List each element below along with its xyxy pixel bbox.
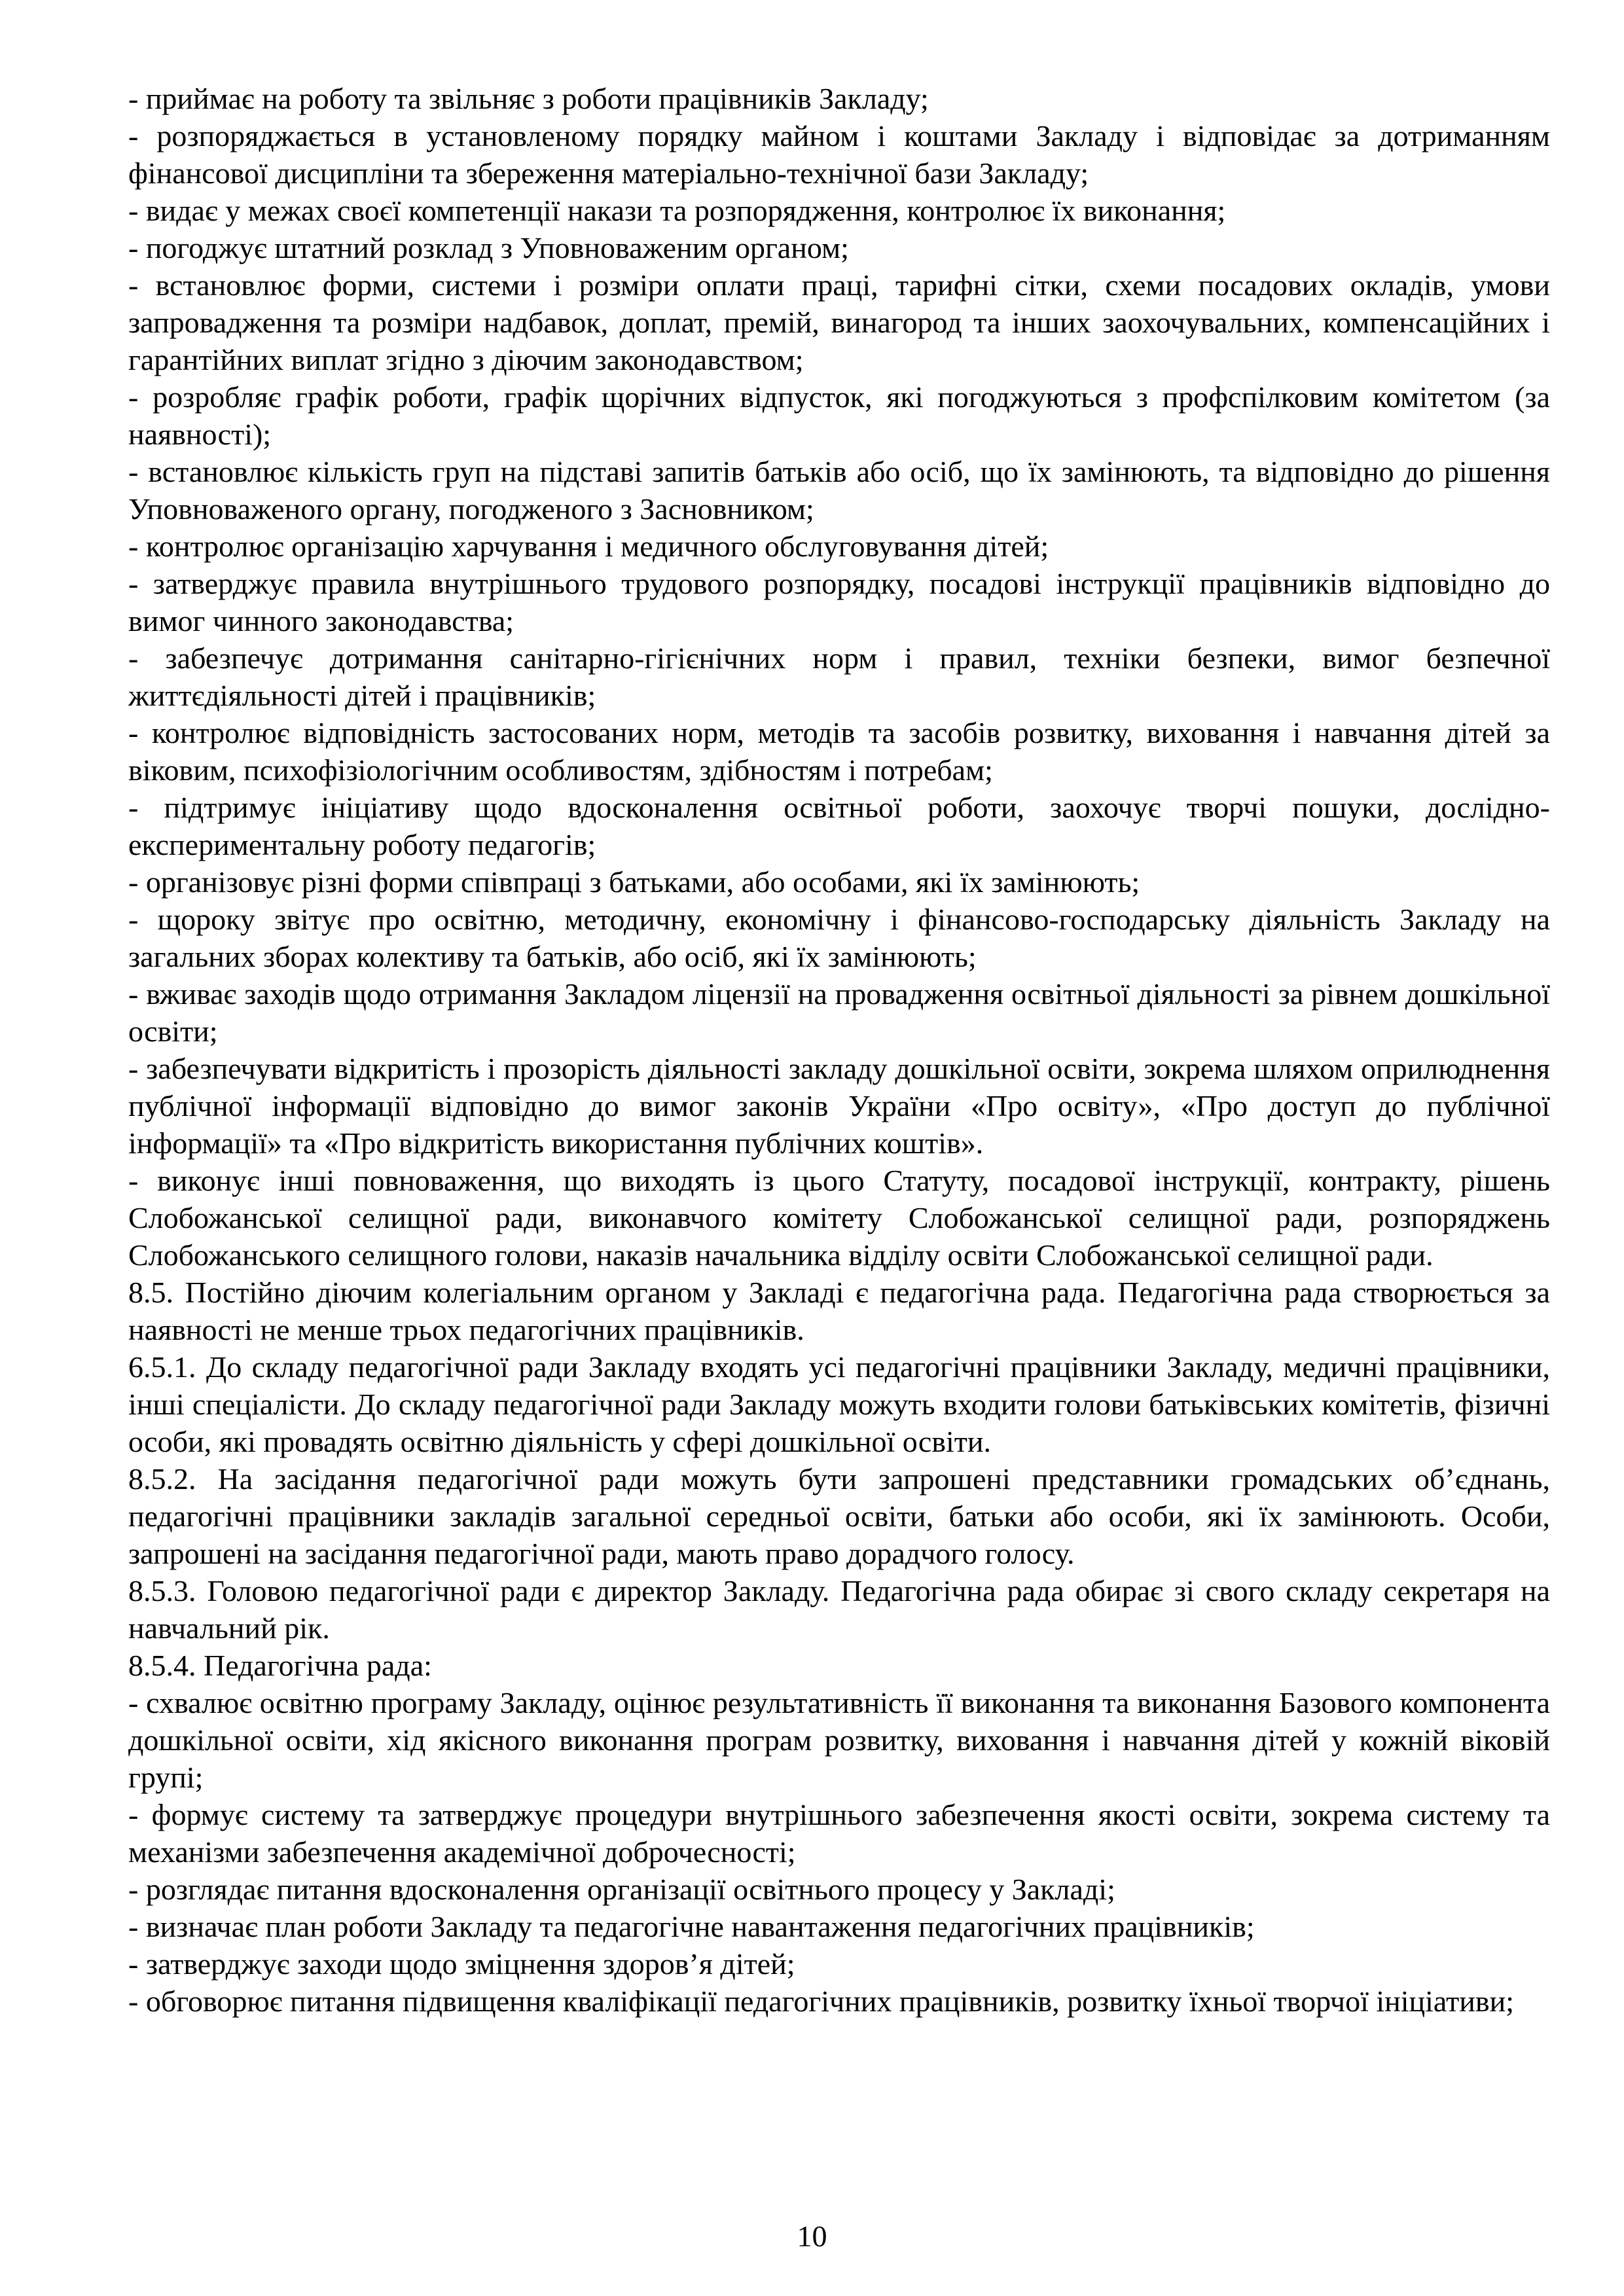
paragraph: - визначає план роботи Закладу та педагогічне навантаження педагогічних працівників; [128, 1910, 1255, 1943]
paragraph: - затверджує заходи щодо зміцнення здоров’я дітей; [128, 1947, 795, 1981]
paragraph: - контролює організацію харчування і медичного обслуговування дітей; [128, 529, 1049, 563]
paragraph: 8.5. Постійно діючим колегіальним органом у Закладі є педагогічна рада. Педагогічна рада створюється за наявності не менше трьох педагогічних працівників. [128, 1276, 1550, 1346]
paragraph: - формує систему та затверджує процедури внутрішнього забезпечення якості освіти, зокрема систему та механізми забезпечення академічної доброчесності; [128, 1798, 1550, 1869]
paragraph: - розпоряджається в установленому порядку майном і коштами Закладу і відповідає за дотриманням фінансової дисципліни та збереження матеріально-технічної бази Закладу; [128, 119, 1550, 190]
paragraph: - розробляє графік роботи, графік щорічних відпусток, які погоджуються з профспілковим комітетом (за наявності); [128, 380, 1550, 451]
paragraph: 6.5.1. До складу педагогічної ради Закладу входять усі педагогічні працівники Закладу, медичні працівники, інші спеціалісти. До складу педагогічної ради Закладу можуть входити голови батьківських комітетів, фізичні особи, які провадять освітню діяльність у сфері дошкільної освіти. [128, 1350, 1550, 1458]
paragraph: - організовує різні форми співпраці з батьками, або особами, які їх замінюють; [128, 865, 1140, 899]
paragraph: - обговорює питання підвищення кваліфікації педагогічних працівників, розвитку їхньої творчої ініціативи; [128, 1984, 1514, 2018]
document-body [128, 80, 1550, 2020]
paragraph: - погоджує штатний розклад з Уповноваженим органом; [128, 231, 849, 264]
paragraph: - видає у межах своєї компетенції накази та розпорядження, контролює їх виконання; [128, 194, 1226, 227]
paragraph: 8.5.3. Головою педагогічної ради є директор Закладу. Педагогічна рада обирає зі свого складу секретаря на навчальний рік. [128, 1574, 1550, 1645]
paragraph: - контролює відповідність застосованих норм, методів та засобів розвитку, виховання і навчання дітей за віковим, психофізіологічним особливостям, здібностям і потребам; [128, 716, 1550, 787]
paragraph: - приймає на роботу та звільняє з роботи працівників Закладу; [128, 82, 929, 115]
paragraph: - щороку звітує про освітню, методичну, економічну і фінансово-господарську діяльність Закладу на загальних зборах колективу та батьків, або осіб, які їх замінюють; [128, 903, 1550, 973]
paragraph: - забезпечувати відкритість і прозорість діяльності закладу дошкільної освіти, зокрема шляхом оприлюднення публічної інформації відповідно до вимог законів України «Про освіту», «Про доступ до публічної інформації» та «Про відкритість використання публічних коштів». [128, 1052, 1550, 1160]
paragraph: - забезпечує дотримання санітарно-гігієнічних норм і правил, техніки безпеки, вимог безпечної життєдіяльності дітей і працівників; [128, 641, 1550, 712]
paragraph: - виконує інші повноваження, що виходять із цього Статуту, посадової інструкції, контракту, рішень Слобожанської селищної ради, виконавчого комітету Слобожанської селищної ради, розпоряджень Слобожанського селищного голови, наказів начальника відділу освіти Слобожанської селищної ради. [128, 1164, 1550, 1272]
paragraph: - встановлює форми, системи і розміри оплати праці, тарифні сітки, схеми посадових окладів, умови запровадження та розміри надбавок, доплат, премій, винагород та інших заохочувальних, компенсаційних і гарантійних виплат згідно з діючим законодавством; [128, 268, 1550, 376]
paragraph: - розглядає питання вдосконалення організації освітнього процесу у Закладі; [128, 1873, 1115, 1906]
paragraph: - встановлює кількість груп на підставі запитів батьків або осіб, що їх замінюють, та відповідно до рішення Уповноваженого органу, погодженого з Засновником; [128, 455, 1550, 526]
paragraph: - підтримує ініціативу щодо вдосконалення освітньої роботи, заохочує творчі пошуки, дослідно-експериментальну роботу педагогів; [128, 791, 1550, 861]
paragraph: - вживає заходів щодо отримання Закладом ліцензії на провадження освітньої діяльності за рівнем дошкільної освіти; [128, 977, 1550, 1048]
paragraph: 8.5.2. На засідання педагогічної ради можуть бути запрошені представники громадських об’єднань, педагогічні працівники закладів загальної середньої освіти, батьки або особи, які їх замінюють. Особи, запрошені на засідання педагогічної ради, мають право дорадчого голосу. [128, 1462, 1550, 1570]
page-number: 10 [797, 2219, 827, 2253]
paragraph: - схвалює освітню програму Закладу, оцінює результативність її виконання та виконання Базового компонента дошкільної освіти, хід якісного виконання програм розвитку, виховання і навчання дітей у кожній віковій групі; [128, 1686, 1550, 1794]
paragraph: - затверджує правила внутрішнього трудового розпорядку, посадові інструкції працівників відповідно до вимог чинного законодавства; [128, 567, 1550, 637]
paragraph: 8.5.4. Педагогічна рада: [128, 1649, 432, 1682]
